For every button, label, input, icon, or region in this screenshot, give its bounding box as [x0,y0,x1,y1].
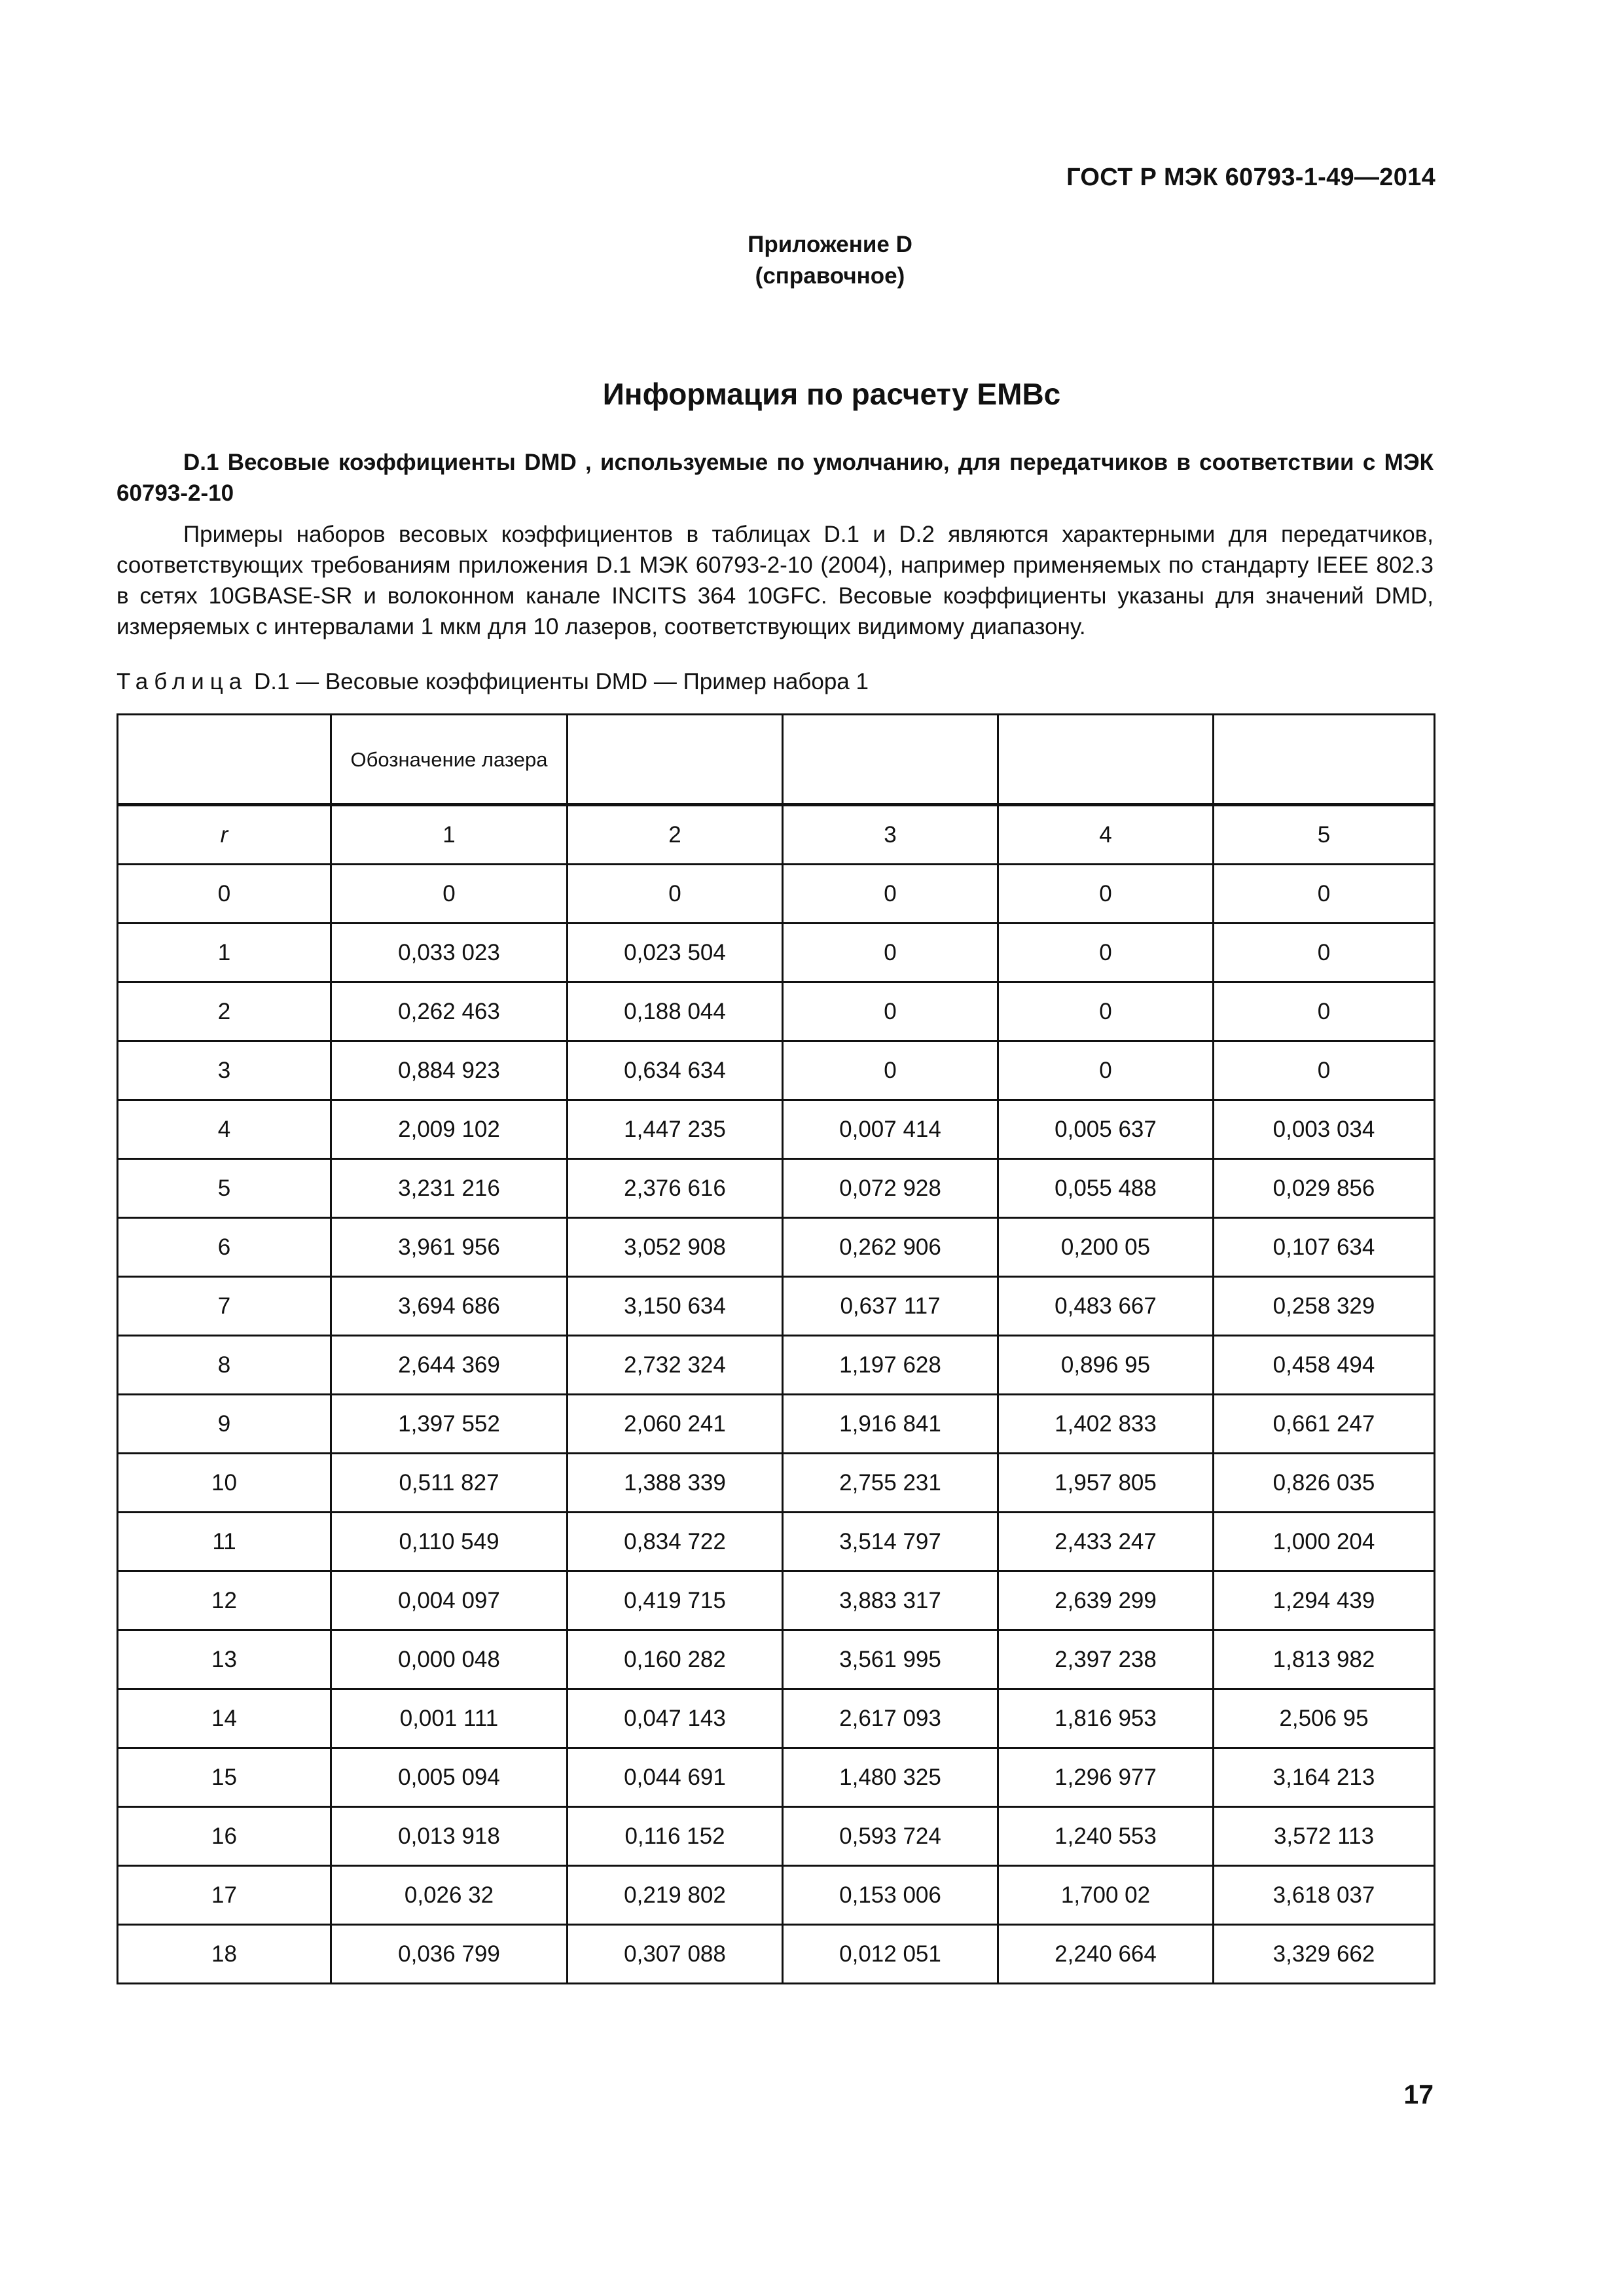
table-header-empty-cell [998,715,1214,805]
table-header-empty-cell [783,715,998,805]
table-cell-weight: 1,480 325 [783,1748,998,1807]
table-cell-r: 11 [118,1513,331,1571]
table-cell-weight: 0 [568,865,783,924]
table-cell-weight: 0,834 722 [568,1513,783,1571]
table-cell-weight: 2,433 247 [998,1513,1214,1571]
table-laser-number: 1 [331,805,568,865]
table-cell-r: 4 [118,1100,331,1159]
table-cell-weight: 1,402 833 [998,1395,1214,1454]
table-cell-weight: 1,813 982 [1214,1630,1435,1689]
table-cell-weight: 3,329 662 [1214,1925,1435,1984]
table-cell-weight: 1,197 628 [783,1336,998,1395]
table-cell-weight: 2,397 238 [998,1630,1214,1689]
table-cell-r: 17 [118,1866,331,1925]
table-cell-r: 9 [118,1395,331,1454]
table-row [118,1159,1435,1218]
weights-table-body [118,715,1435,1984]
table-cell-weight: 0 [331,865,568,924]
table-laser-number-row [118,805,1435,865]
table-row [118,1513,1435,1571]
table-cell-weight: 0,458 494 [1214,1336,1435,1395]
table-cell-weight: 2,644 369 [331,1336,568,1395]
page-title: Информация по расчету EMBc [602,377,1061,411]
table-row [118,1630,1435,1689]
table-header-empty-cell [1214,715,1435,805]
table-row [118,1748,1435,1807]
table-row [118,1100,1435,1159]
table-cell-weight: 1,240 553 [998,1807,1214,1866]
table-laser-number: 2 [568,805,783,865]
table-row [118,865,1435,924]
table-cell-weight: 0,005 094 [331,1748,568,1807]
table-cell-weight: 0,200 05 [998,1218,1214,1277]
table-cell-weight: 1,388 339 [568,1454,783,1513]
table-cell-weight: 0 [783,982,998,1041]
table-cell-weight: 0,047 143 [568,1689,783,1748]
table-row [118,1395,1435,1454]
annex-subtitle: (справочное) [755,263,905,289]
table-cell-weight: 0,055 488 [998,1159,1214,1218]
table-cell-weight: 1,816 953 [998,1689,1214,1748]
table-cell-r: 12 [118,1571,331,1630]
document-code-header: ГОСТ Р МЭК 60793-1-49—2014 [1066,164,1435,191]
table-cell-weight: 0,072 928 [783,1159,998,1218]
table-cell-weight: 0,153 006 [783,1866,998,1925]
table-cell-r: 0 [118,865,331,924]
table-cell-weight: 0,307 088 [568,1925,783,1984]
table-cell-weight: 0,637 117 [783,1277,998,1336]
table-cell-weight: 0,029 856 [1214,1159,1435,1218]
table-header-laser-label: Обозначение лазера [331,715,568,805]
table-cell-weight: 0,419 715 [568,1571,783,1630]
section-heading: D.1 Весовые коэффициенты DMD , используемые по умолчанию, для передатчиков в соответствии с МЭК 60793-2-10 [117,450,1434,506]
table-cell-weight: 0,826 035 [1214,1454,1435,1513]
table-laser-number: 4 [998,805,1214,865]
table-cell-weight: 0 [1214,982,1435,1041]
table-cell-weight: 3,572 113 [1214,1807,1435,1866]
table-cell-weight: 0,110 549 [331,1513,568,1571]
table-cell-weight: 0,003 034 [1214,1100,1435,1159]
table-cell-weight: 2,732 324 [568,1336,783,1395]
table-cell-weight: 0,160 282 [568,1630,783,1689]
table-cell-weight: 0 [998,1041,1214,1100]
table-cell-weight: 0,511 827 [331,1454,568,1513]
table-cell-weight: 0,005 637 [998,1100,1214,1159]
table-cell-weight: 0,036 799 [331,1925,568,1984]
table-row [118,1571,1435,1630]
table-cell-weight: 3,052 908 [568,1218,783,1277]
table-cell-weight: 2,240 664 [998,1925,1214,1984]
table-cell-weight: 0 [998,924,1214,982]
table-cell-r: 14 [118,1689,331,1748]
table-row [118,1336,1435,1395]
table-row [118,1866,1435,1925]
table-cell-r: 1 [118,924,331,982]
table-row [118,1277,1435,1336]
table-cell-weight: 1,397 552 [331,1395,568,1454]
table-cell-weight: 0 [1214,1041,1435,1100]
table-cell-weight: 2,639 299 [998,1571,1214,1630]
weights-table [117,713,1435,1984]
table-cell-weight: 3,150 634 [568,1277,783,1336]
table-cell-weight: 1,700 02 [998,1866,1214,1925]
table-row [118,982,1435,1041]
table-cell-weight: 1,000 204 [1214,1513,1435,1571]
table-row [118,924,1435,982]
table-cell-weight: 0,033 023 [331,924,568,982]
annex-title-block [0,229,1624,292]
table-cell-r: 10 [118,1454,331,1513]
table-cell-r: 18 [118,1925,331,1984]
table-cell-weight: 0,634 634 [568,1041,783,1100]
table-cell-r: 7 [118,1277,331,1336]
table-cell-weight: 0,593 724 [783,1807,998,1866]
table-cell-weight: 2,009 102 [331,1100,568,1159]
table-cell-weight: 2,060 241 [568,1395,783,1454]
table-cell-weight: 0,007 414 [783,1100,998,1159]
table-laser-number: 5 [1214,805,1435,865]
table-row [118,1454,1435,1513]
table-row [118,1689,1435,1748]
table-header-empty-cell [568,715,783,805]
table-cell-weight: 1,916 841 [783,1395,998,1454]
table-cell-weight: 2,376 616 [568,1159,783,1218]
table-caption [117,669,869,695]
table-cell-r: 3 [118,1041,331,1100]
table-cell-weight: 1,957 805 [998,1454,1214,1513]
table-cell-weight: 0,262 463 [331,982,568,1041]
table-cell-weight: 0 [783,1041,998,1100]
table-cell-weight: 0,000 048 [331,1630,568,1689]
table-cell-weight: 0,004 097 [331,1571,568,1630]
annex-title: Приложение D [748,232,912,257]
table-cell-weight: 1,447 235 [568,1100,783,1159]
table-cell-weight: 0 [783,924,998,982]
table-cell-weight: 0,258 329 [1214,1277,1435,1336]
body-paragraph: Примеры наборов весовых коэффициентов в таблицах D.1 и D.2 являются характерными для передатчиков, соответствующих требованиям приложения D.1 МЭК 60793-2-10 (2004), например применяемых по стандарту IEEE 802.3 в сетях 10GBASE-SR и волоконном канале INCITS 364 10GFC. Весовые коэффициенты указаны для значений DMD, измеряемых с интервалами 1 мкм для 10 лазеров, соответствующих видимому диапазону. [117,522,1434,639]
table-cell-weight: 0,116 152 [568,1807,783,1866]
table-cell-weight: 0 [1214,924,1435,982]
table-row [118,1041,1435,1100]
table-cell-r: 6 [118,1218,331,1277]
table-cell-r: 5 [118,1159,331,1218]
table-cell-weight: 0 [1214,865,1435,924]
table-cell-weight: 0,188 044 [568,982,783,1041]
table-row [118,1218,1435,1277]
table-header-empty-cell [118,715,331,805]
table-cell-r: 15 [118,1748,331,1807]
page-number: 17 [1403,2079,1434,2109]
table-cell-weight: 3,694 686 [331,1277,568,1336]
table-laser-number: 3 [783,805,998,865]
table-caption-text: D.1 — Весовые коэффициенты DMD — Пример набора 1 [253,669,869,694]
table-row [118,1807,1435,1866]
table-cell-weight: 0,896 95 [998,1336,1214,1395]
table-row [118,1925,1435,1984]
table-cell-r: 8 [118,1336,331,1395]
table-cell-weight: 1,294 439 [1214,1571,1435,1630]
table-cell-weight: 3,231 216 [331,1159,568,1218]
table-cell-weight: 0,483 667 [998,1277,1214,1336]
table-cell-r: 2 [118,982,331,1041]
table-cell-weight: 0,661 247 [1214,1395,1435,1454]
table-cell-weight: 0 [998,982,1214,1041]
table-cell-weight: 0,012 051 [783,1925,998,1984]
table-cell-weight: 3,561 995 [783,1630,998,1689]
table-cell-weight: 0,044 691 [568,1748,783,1807]
table-cell-weight: 2,617 093 [783,1689,998,1748]
table-cell-weight: 3,883 317 [783,1571,998,1630]
table-r-label: r [118,805,331,865]
table-cell-r: 13 [118,1630,331,1689]
table-cell-weight: 0,219 802 [568,1866,783,1925]
table-cell-weight: 3,164 213 [1214,1748,1435,1807]
table-header-row [118,715,1435,805]
table-cell-weight: 3,618 037 [1214,1866,1435,1925]
table-cell-weight: 0,884 923 [331,1041,568,1100]
table-cell-weight: 0,001 111 [331,1689,568,1748]
table-caption-word: Таблица [117,669,248,694]
table-cell-weight: 0 [783,865,998,924]
table-cell-weight: 0 [998,865,1214,924]
table-cell-weight: 3,514 797 [783,1513,998,1571]
table-cell-weight: 0,026 32 [331,1866,568,1925]
table-cell-weight: 0,023 504 [568,924,783,982]
table-cell-r: 16 [118,1807,331,1866]
table-cell-weight: 2,755 231 [783,1454,998,1513]
table-cell-weight: 0,262 906 [783,1218,998,1277]
table-cell-weight: 0,107 634 [1214,1218,1435,1277]
table-cell-weight: 1,296 977 [998,1748,1214,1807]
table-cell-weight: 3,961 956 [331,1218,568,1277]
table-cell-weight: 0,013 918 [331,1807,568,1866]
table-cell-weight: 2,506 95 [1214,1689,1435,1748]
